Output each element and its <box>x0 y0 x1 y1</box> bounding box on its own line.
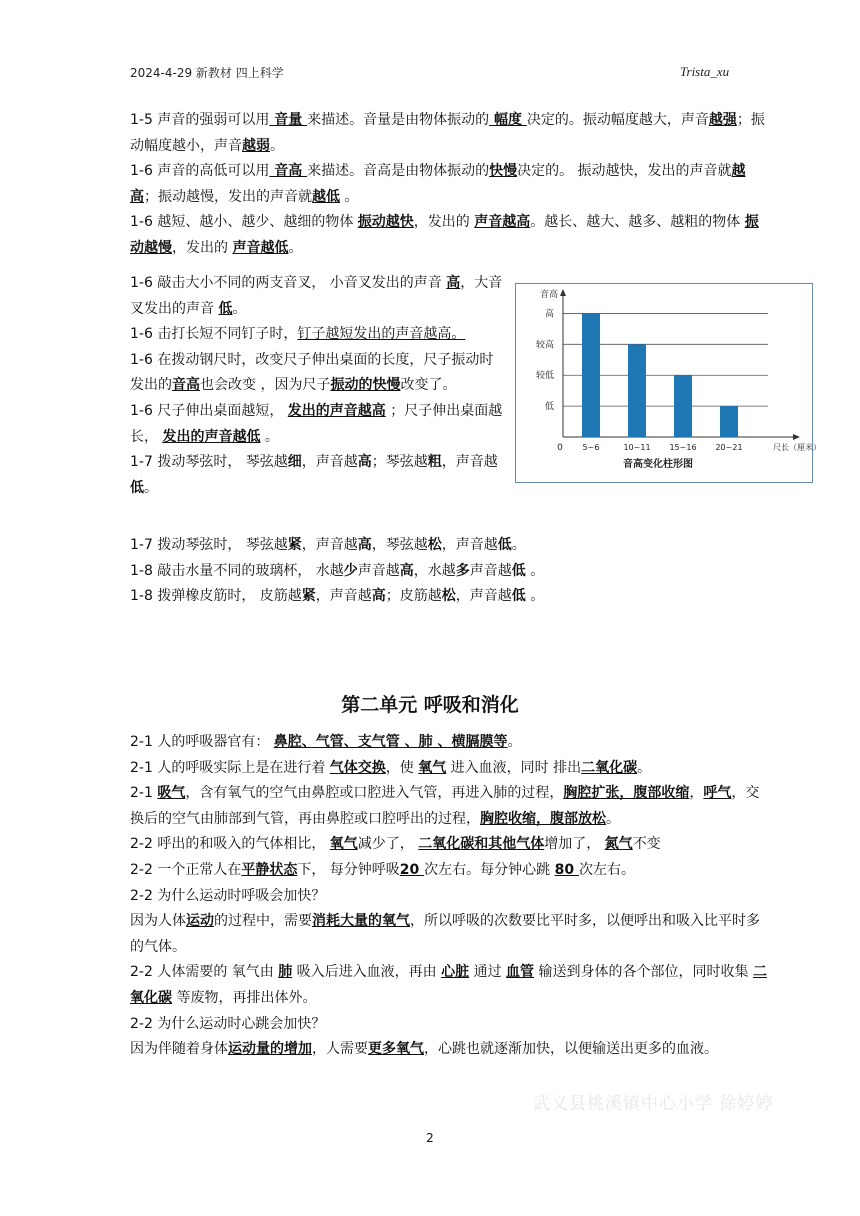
answer-text: 声音越高 <box>474 214 531 231</box>
paragraph <box>130 730 770 756</box>
text-run: ，人需要 <box>312 1041 368 1058</box>
paragraph <box>130 159 770 210</box>
paragraph <box>130 533 770 559</box>
text-run: 1-6 尺子伸出桌面越短， <box>130 402 288 419</box>
text-run: 决定的。振动幅度越大，声音 <box>526 112 709 128</box>
answer-text: 二氧化碳 <box>130 964 767 1006</box>
paragraph <box>130 1037 770 1063</box>
answer-text: 多 <box>455 562 470 579</box>
text-run: ，大音叉发出的声音 <box>130 275 503 317</box>
text-run: ，所以呼吸的次数要比平时多，以便呼出和吸入比平时多的气体。 <box>130 913 760 955</box>
text-run: 下， 每分钟呼吸 <box>297 861 400 878</box>
paragraph <box>130 781 770 832</box>
answer-text: 平静状态 <box>241 861 298 878</box>
text-run: ，声音越 <box>301 537 358 553</box>
paragraph <box>130 884 770 910</box>
bar <box>628 344 646 437</box>
text-run: 的过程中，需要 <box>214 913 312 930</box>
text-run: ，心跳也就逐渐加快，以便输送出更多的血液。 <box>424 1041 718 1058</box>
answer-text: 氧气 <box>418 759 447 776</box>
text-run: ，声音越 <box>455 588 512 605</box>
answer-text: 运动量的增加 <box>228 1041 312 1058</box>
text-run: 1-6 声音的高低可以用 <box>130 163 270 180</box>
text-run: 1-8 敲击水量不同的玻璃杯， 水越 <box>130 562 344 579</box>
text-run: 1-8 拨弹橡皮筋时， 皮筋越 <box>130 588 302 605</box>
text-run: ，发出的 <box>172 239 233 256</box>
pitch-bar-chart <box>515 283 821 483</box>
text-run: 1-5 声音的强弱可以用 <box>130 112 270 128</box>
answer-text: 高 <box>446 275 461 291</box>
text-run: 1-6 敲击大小不同的两支音叉， 小音叉发出的声音 <box>130 275 447 291</box>
text-run: 。 <box>340 188 359 205</box>
text-run: 1-6 在拨动钢尺时，改变尺子伸出桌面的长度，尺子振动时发出的 <box>130 351 494 394</box>
text-run: 2-1 <box>130 785 158 802</box>
text-run: ，使 <box>385 759 419 776</box>
answer-text: 高 <box>399 562 414 579</box>
answer-text: 低 <box>218 300 233 317</box>
x-tick-label: 15~16 <box>669 443 697 452</box>
text-run: 。 <box>511 537 526 553</box>
answer-text: 越强 <box>708 112 737 128</box>
paragraph <box>130 584 770 610</box>
answer-text: 二氧化碳 <box>581 759 638 776</box>
text-run: 决定的。 振动越快，发出的声音就 <box>517 163 732 180</box>
answer-text: 呼气 <box>703 785 732 802</box>
text-run: 输送到身体的各个部位，同时收集 <box>534 964 753 981</box>
answer-text: 高 <box>371 588 386 605</box>
text-run: 声音越 <box>469 562 512 579</box>
text-run: 改变了。 <box>400 377 457 394</box>
text-run: 因为人体 <box>130 913 186 930</box>
text-run: 2-2 为什么运动时呼吸会加快？ <box>130 887 326 904</box>
bar <box>582 313 600 437</box>
answer-text: 血管 <box>506 964 535 981</box>
text-run: ，琴弦越 <box>371 537 428 553</box>
answer-text: 鼻腔、气管、支气管 、肺 、横膈膜等 <box>273 734 508 750</box>
answer-text: 胸腔扩张，腹部收缩 <box>563 785 690 802</box>
answer-text: 低 <box>130 479 144 496</box>
text-run: 也会改变 ，因为尺子 <box>200 377 331 394</box>
bar <box>674 375 692 437</box>
answer-text: 紧 <box>287 537 302 553</box>
y-tick-label: 较高 <box>535 340 554 351</box>
paragraph <box>130 322 505 348</box>
answer-text: 肺 <box>278 964 293 981</box>
paragraph <box>130 909 770 960</box>
paragraph <box>130 858 770 884</box>
paragraph <box>130 559 770 585</box>
answer-text: 松 <box>427 537 442 553</box>
answer-text: 钉子越短发出的声音越高。 <box>297 326 466 343</box>
answer-text: 心脏 <box>441 964 470 981</box>
answer-text: 发出的声音越低 <box>162 428 261 445</box>
answer-text: 胸腔收缩，腹部放松 <box>480 810 606 827</box>
paragraph <box>130 348 505 399</box>
answer-text: 20 <box>399 861 425 878</box>
answer-text: 声音越低 <box>232 239 289 256</box>
text-run: 。 <box>637 759 652 776</box>
text-run: 等废物，再排出体外。 <box>172 989 317 1006</box>
answer-text: 氮气 <box>604 836 633 853</box>
answer-text: 发出的声音越高 <box>287 402 386 419</box>
text-run: 。越长、越大、越多、越粗的物体 <box>530 214 745 231</box>
y-axis-arrow <box>560 289 566 296</box>
text-run: ；琴弦越 <box>371 454 428 471</box>
answer-text: 粗 <box>427 454 442 471</box>
text-run: 增加了， <box>544 836 605 853</box>
y-tick-label: 高 <box>544 309 554 320</box>
answer-text: 二氧化碳和其他气体 <box>418 836 545 853</box>
header-left: 2024-4-29 新教材 四上科学 <box>130 66 284 80</box>
text-run: 。 <box>525 588 545 605</box>
chart-canvas <box>516 284 821 482</box>
answer-text: 少 <box>343 562 358 579</box>
y-axis-label: 音高 <box>539 290 559 300</box>
text-run: 来描述。音高是由物体振动的 <box>307 163 490 180</box>
text-run: 2-2 一个正常人在 <box>130 861 242 878</box>
answer-text: 越弱 <box>242 137 270 154</box>
answer-text: 高 <box>357 454 372 471</box>
text-run: ，声音越 <box>441 454 498 471</box>
text-run: 减少了， <box>357 836 419 853</box>
answer-text: 越高 <box>130 163 746 205</box>
answer-text: 更多氧气 <box>368 1041 424 1058</box>
paragraph <box>130 271 505 322</box>
text-run: 。 <box>270 137 284 154</box>
unit1-section <box>130 108 770 262</box>
text-run: ；振动幅度越小，声音 <box>130 112 765 154</box>
text-run: ，交换后的空气由肺部到气管，再由鼻腔或口腔呼出的过程， <box>130 785 760 827</box>
answer-text: 氧气 <box>329 836 358 853</box>
text-run: 吸入后进入血液，再由 <box>292 964 442 981</box>
text-run: 1-7 拨动琴弦时， 琴弦越 <box>130 454 288 471</box>
text-run: 。 <box>260 428 279 445</box>
text-run: ， <box>689 785 704 802</box>
text-run: 来描述。音量是由物体振动的 <box>307 112 490 128</box>
answer-text: 高 <box>357 537 372 553</box>
text-run: 2-2 呼出的和吸入的气体相比， <box>130 836 330 853</box>
unit1-tail-section <box>130 533 770 610</box>
answer-text: 低 <box>511 562 526 579</box>
text-run: ；尺子伸出桌面越长， <box>130 402 503 445</box>
answer-text: 越低 <box>312 188 340 205</box>
y-tick-label: 较低 <box>535 371 554 382</box>
answer-text: 音高 <box>172 377 200 394</box>
x-tick-label: 10~11 <box>623 443 651 452</box>
text-run: 声音越 <box>357 562 400 579</box>
text-run: 因为伴随着身体 <box>130 1041 228 1058</box>
answer-text: 幅度 <box>489 112 527 128</box>
bar <box>720 406 738 437</box>
paragraph <box>130 450 505 501</box>
answer-text: 松 <box>441 588 456 605</box>
answer-text: 细 <box>287 454 302 471</box>
answer-text: 气体交换 <box>329 759 386 776</box>
answer-text: 吸气 <box>157 785 186 802</box>
y-tick-label: 低 <box>544 402 554 413</box>
text-run: 2-1 人的呼吸器官有： <box>130 734 274 750</box>
header-author: Trista_xu <box>680 64 730 79</box>
text-run: ，声音越 <box>441 537 498 553</box>
text-run: 进入血液，同时 排出 <box>446 759 582 776</box>
x-tick-label: 5~6 <box>582 443 600 452</box>
text-run: 。 <box>288 239 303 256</box>
answer-text: 振动越慢 <box>130 214 759 256</box>
paragraph <box>130 832 770 858</box>
x-tick-label: 20~21 <box>715 443 743 452</box>
text-run: 1-6 越短、越小、越少、越细的物体 <box>130 214 358 231</box>
answer-text: 振动越快 <box>357 214 414 231</box>
text-run: ；皮筋越 <box>385 588 442 605</box>
text-run: ，声音越 <box>315 588 372 605</box>
answer-text: 振动的快慢 <box>330 377 401 394</box>
text-run: 2-1 人的呼吸实际上是在进行着 <box>130 759 330 776</box>
origin-label: 0 <box>557 443 563 453</box>
text-run: 。 <box>144 479 158 496</box>
text-run: 通过 <box>469 964 507 981</box>
text-run: 2-2 为什么运动时心跳会加快？ <box>130 1015 326 1032</box>
answer-text: 音量 <box>269 112 308 128</box>
text-run: 1-6 击打长短不同钉子时， <box>130 326 298 343</box>
text-run: ，含有氧气的空气由鼻腔或口腔进入气管，再进入肺的过程， <box>185 785 564 802</box>
text-run: 1-7 拨动琴弦时， 琴弦越 <box>130 537 288 553</box>
text-run: 。 <box>507 734 522 750</box>
text-run: 。 <box>525 562 545 579</box>
text-run: 2-2 人体需要的 氧气由 <box>130 964 279 981</box>
text-run: ；振动越慢，发出的声音就 <box>144 188 312 205</box>
text-run: 。 <box>606 810 620 827</box>
unit2-section <box>130 730 770 1063</box>
answer-text: 运动 <box>186 913 214 930</box>
text-run: ，发出的 <box>413 214 475 231</box>
paragraph <box>130 756 770 782</box>
text-run: ，水越 <box>413 562 456 579</box>
answer-text: 紧 <box>301 588 316 605</box>
answer-text: 低 <box>497 537 512 553</box>
page-number: 2 <box>426 1131 434 1145</box>
answer-text: 低 <box>511 588 526 605</box>
text-run: 。 <box>232 300 247 317</box>
text-run: 次左右。每分钟心跳 <box>424 861 555 878</box>
unit2-title: 第二单元 呼吸和消化 <box>341 694 519 716</box>
answer-text: 快慢 <box>489 163 518 180</box>
chart-title: 音高变化柱形图 <box>623 459 693 470</box>
paragraph <box>130 1012 770 1038</box>
answer-text: 80 <box>554 861 579 878</box>
answer-text: 音高 <box>269 163 308 180</box>
paragraph <box>130 399 505 450</box>
unit1-narrow-section <box>130 271 505 501</box>
paragraph <box>130 108 770 159</box>
paragraph <box>130 210 770 261</box>
x-axis-label: 尺长（厘米） <box>773 443 821 452</box>
text-run: 次左右。 <box>578 861 635 878</box>
answer-text: 消耗大量的氧气 <box>312 913 410 930</box>
paragraph <box>130 960 770 1011</box>
watermark: 武义县桃溪镇中心小学 徐婷婷 <box>533 1094 774 1114</box>
x-axis-arrow <box>793 434 800 440</box>
text-run: ，声音越 <box>301 454 358 471</box>
text-run: 不变 <box>632 836 661 853</box>
